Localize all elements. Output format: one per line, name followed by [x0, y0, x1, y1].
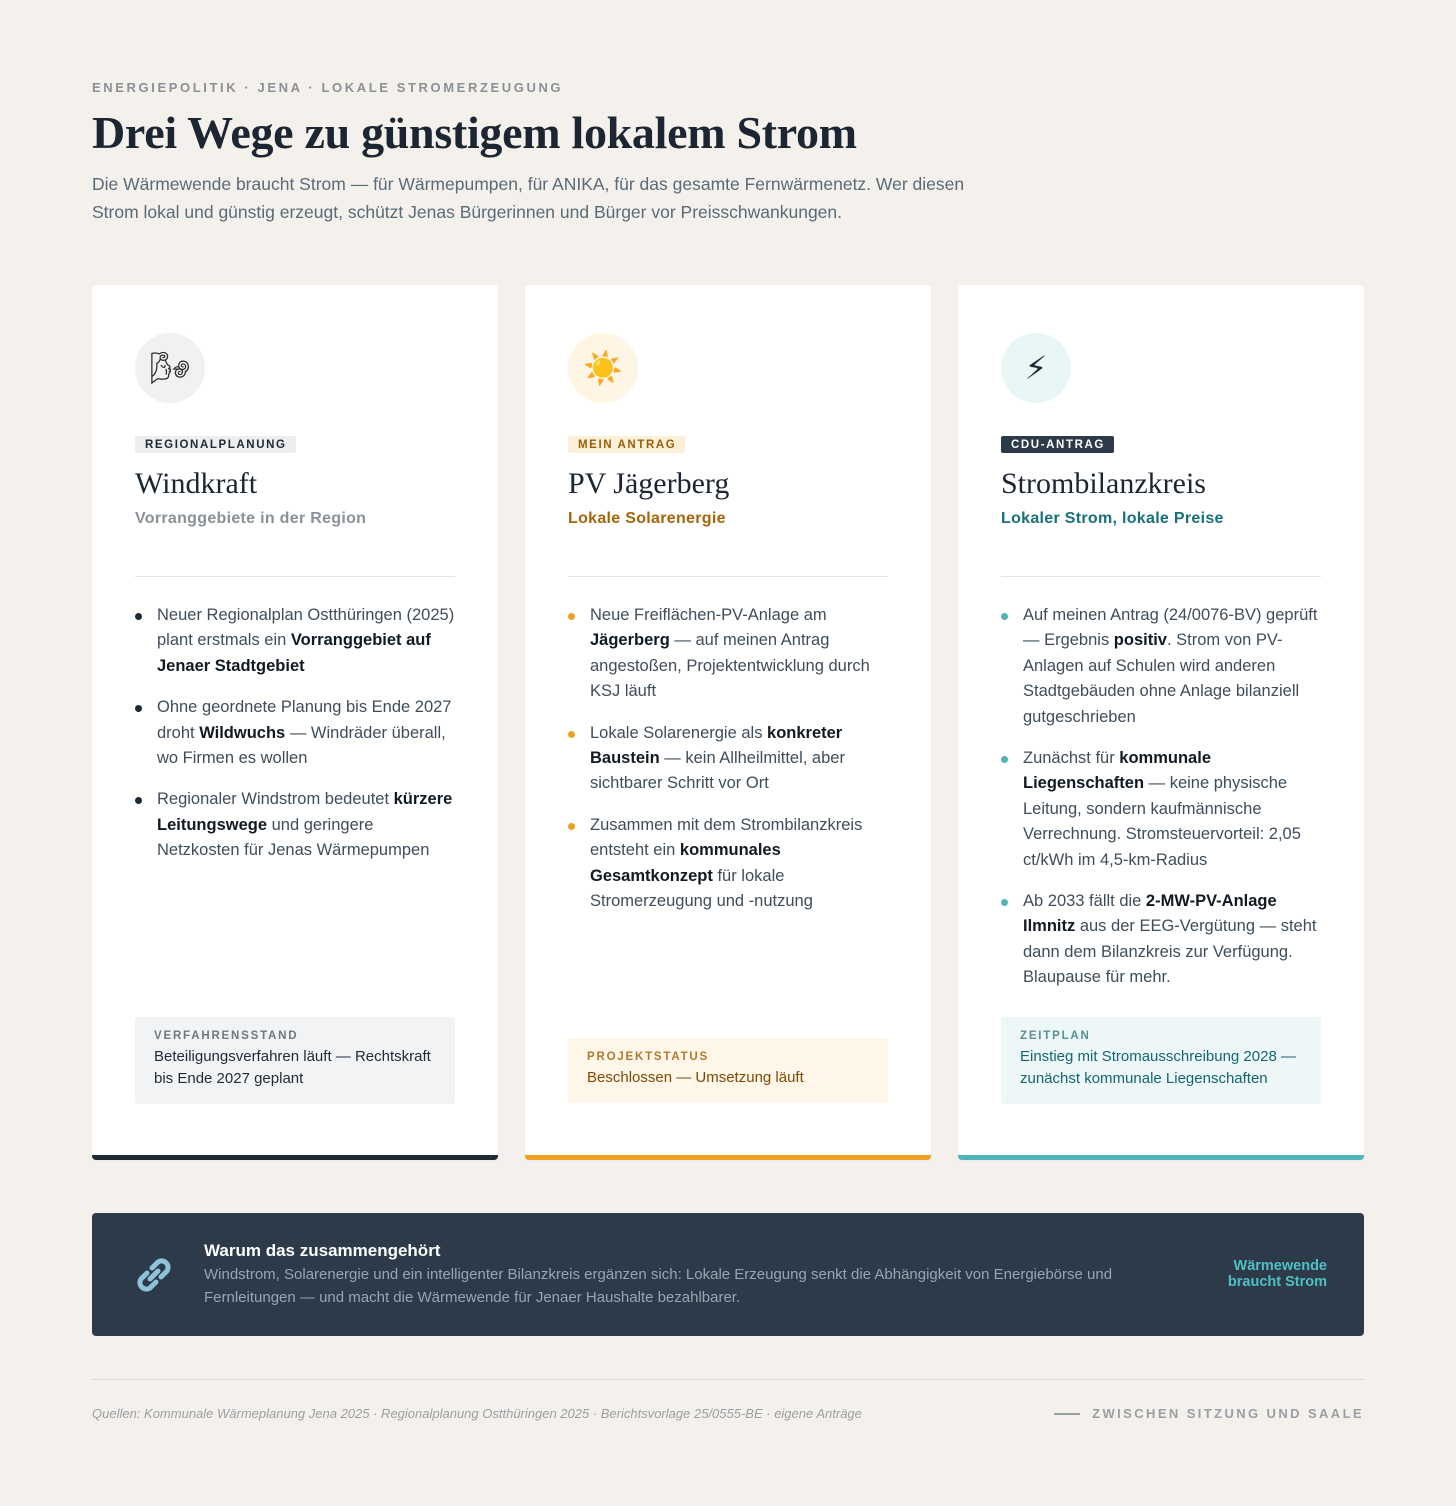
- card-strombilanzkreis: [958, 285, 1364, 1160]
- bullet-item: [568, 603, 888, 705]
- status-label: ZEITPLAN: [1020, 1030, 1091, 1042]
- card-subtitle: Lokaler Strom, lokale Preise: [1001, 510, 1224, 527]
- bullet-item: [135, 603, 455, 679]
- lightning-icon-glyph: ⚡: [1024, 350, 1048, 386]
- bullet-dot: [1001, 899, 1008, 906]
- footer-divider: [92, 1379, 1364, 1380]
- brand-dash: [1054, 1413, 1080, 1415]
- bullet-item: [1001, 746, 1321, 873]
- cards-row: [92, 285, 1364, 1160]
- sun-icon-glyph: ☀️: [583, 350, 623, 386]
- bullet-text: Neue Freiflächen-PV-Anlage am: [590, 606, 827, 624]
- bullet-text: Lokale Solarenergie als: [590, 723, 768, 742]
- card-badge: MEIN ANTRAG: [568, 436, 685, 453]
- bullet-text: Auf meinen Antrag (24/0076-BV) geprüft — Ergebnis: [1023, 606, 1318, 650]
- card-subtitle: Vorranggebiete in der Region: [135, 510, 367, 527]
- banner-title: Warum das zusammengehört: [204, 1241, 441, 1260]
- status-box: [1001, 1017, 1321, 1104]
- card-badge: REGIONALPLANUNG: [135, 436, 296, 453]
- sources-text: Quellen: Kommunale Wärmeplanung Jena 2025 · Regionalplanung Ostthüringen 2025 · Berichtsvorlage 25/0555-BE · eigene Anträge: [92, 1406, 862, 1421]
- bullet-text: — Windräder überall, wo Firmen es wollen: [157, 723, 446, 768]
- bullet-emphasis: Jägerberg: [590, 631, 670, 650]
- brand-text: ZWISCHEN SITZUNG UND SAALE: [1092, 1406, 1364, 1421]
- bullet-dot: [135, 705, 142, 712]
- card-title: Windkraft: [135, 467, 258, 500]
- bullet-dot: [135, 797, 142, 804]
- card-divider: [568, 576, 888, 577]
- card-title: Strombilanzkreis: [1001, 467, 1206, 500]
- banner-tag: Wärmewende braucht Strom: [1227, 1258, 1327, 1290]
- card-accent-bar: [525, 1155, 931, 1160]
- summary-banner: [92, 1213, 1364, 1336]
- card-title: PV Jägerberg: [568, 467, 730, 500]
- bullet-item: [135, 695, 455, 771]
- bullet-text: aus der EEG-Vergütung — steht dann dem Bilanzkreis zur Verfügung. Blaupause für mehr.: [1023, 917, 1317, 987]
- status-box: [568, 1038, 888, 1103]
- wind-icon-glyph: 🌬: [149, 350, 191, 386]
- brand-label: [1054, 1406, 1364, 1421]
- page-title: Drei Wege zu günstigem lokalem Strom: [92, 107, 857, 158]
- bullet-text: für lokale Stromerzeugung und -nutzung: [590, 866, 813, 911]
- status-text: Beteiligungsverfahren läuft — Rechtskraft bis Ende 2027 geplant: [154, 1048, 431, 1087]
- bullet-item: [135, 787, 455, 863]
- bullet-text: Neuer Regionalplan Ostthüringen (2025) plant erstmals ein: [157, 606, 455, 650]
- status-label: VERFAHRENSSTAND: [154, 1030, 299, 1042]
- card-accent-bar: [92, 1155, 498, 1160]
- link-icon: [130, 1251, 178, 1299]
- banner-text: Windstrom, Solarenergie und ein intelligenter Bilanzkreis ergänzen sich: Lokale Erzeugung senkt die Abhängigkeit von Energiebörse und Fernleitungen — und macht die Wärmewende für Jenaer Haushalte bezahlbarer.: [204, 1266, 1113, 1306]
- sun-icon: [568, 333, 638, 403]
- lightning-icon: [1001, 333, 1071, 403]
- bullet-dot: [1001, 756, 1008, 763]
- bullet-list: [568, 603, 888, 930]
- bullet-emphasis: kommunales Gesamtkonzept: [590, 841, 781, 885]
- status-box: [135, 1017, 455, 1104]
- bullet-text: Zusammen mit dem Strombilanzkreis entsteht ein: [590, 815, 863, 860]
- wind-icon: [135, 333, 205, 403]
- bullet-text: — keine physische Leitung, sondern kaufmännische Verrechnung. Stromsteuervorteil: 2,05 ct/kWh im 4,5-km-Radius: [1023, 774, 1301, 869]
- bullet-dot: [568, 731, 575, 738]
- bullet-emphasis: positiv: [1113, 631, 1167, 650]
- bullet-dot: [568, 613, 575, 620]
- card-divider: [135, 576, 455, 577]
- card-accent-bar: [958, 1155, 1364, 1160]
- card-badge: CDU-ANTRAG: [1001, 436, 1114, 453]
- eyebrow: ENERGIEPOLITIK · JENA · LOKALE STROMERZEUGUNG: [92, 80, 564, 95]
- status-text: Beschlossen — Umsetzung läuft: [587, 1069, 804, 1086]
- bullet-text: — kein Allheilmittel, aber sichtbarer Schritt vor Ort: [590, 749, 845, 793]
- bullet-item: [1001, 603, 1321, 730]
- card-subtitle: Lokale Solarenergie: [568, 510, 726, 527]
- bullet-text: Ohne geordnete Planung bis Ende 2027 droht: [157, 698, 452, 742]
- bullet-item: [1001, 889, 1321, 991]
- bullet-text: Ab 2033 fällt die: [1023, 892, 1146, 911]
- bullet-dot: [568, 823, 575, 830]
- status-label: PROJEKTSTATUS: [587, 1051, 710, 1063]
- bullet-emphasis: 2-MW-PV-Anlage Ilmnitz: [1023, 892, 1277, 936]
- bullet-text: und geringere Netzkosten für Jenas Wärmepumpen: [157, 815, 430, 860]
- bullet-list: [1001, 603, 1321, 1007]
- intro-text: Die Wärmewende braucht Strom — für Wärmepumpen, für ANIKA, für das gesamte Fernwärmenetz. Wer diesen Strom lokal und günstig erzeugt, schützt Jenas Bürgerinnen und Bürger vor Preisschwankungen.: [92, 174, 965, 222]
- bullet-text: — auf meinen Antrag angestoßen, Projektentwicklung durch KSJ läuft: [590, 631, 870, 701]
- bullet-text: Regionaler Windstrom bedeutet: [157, 790, 394, 809]
- bullet-emphasis: Vorranggebiet auf Jenaer Stadtgebiet: [157, 631, 431, 675]
- card-windkraft: [92, 285, 498, 1160]
- bullet-emphasis: konkreter Baustein: [590, 723, 843, 768]
- bullet-dot: [135, 613, 142, 620]
- bullet-emphasis: Wildwuchs: [199, 723, 286, 742]
- bullet-emphasis: kommunale Liegenschaften: [1023, 749, 1211, 793]
- card-divider: [1001, 576, 1321, 577]
- bullet-item: [568, 721, 888, 797]
- bullet-text: . Strom von PV-Anlagen auf Schulen wird anderen Stadtgebäuden ohne Anlage bilanziell gutgeschrieben: [1023, 631, 1300, 726]
- bullet-emphasis: kürzere Leitungswege: [157, 790, 453, 834]
- bullet-dot: [1001, 613, 1008, 620]
- card-pv-jaegerberg: [525, 285, 931, 1160]
- bullet-text: Zunächst für: [1023, 749, 1120, 768]
- status-text: Einstieg mit Stromausschreibung 2028 — zunächst kommunale Liegenschaften: [1020, 1048, 1296, 1087]
- bullet-item: [568, 813, 888, 915]
- bullet-list: [135, 603, 455, 880]
